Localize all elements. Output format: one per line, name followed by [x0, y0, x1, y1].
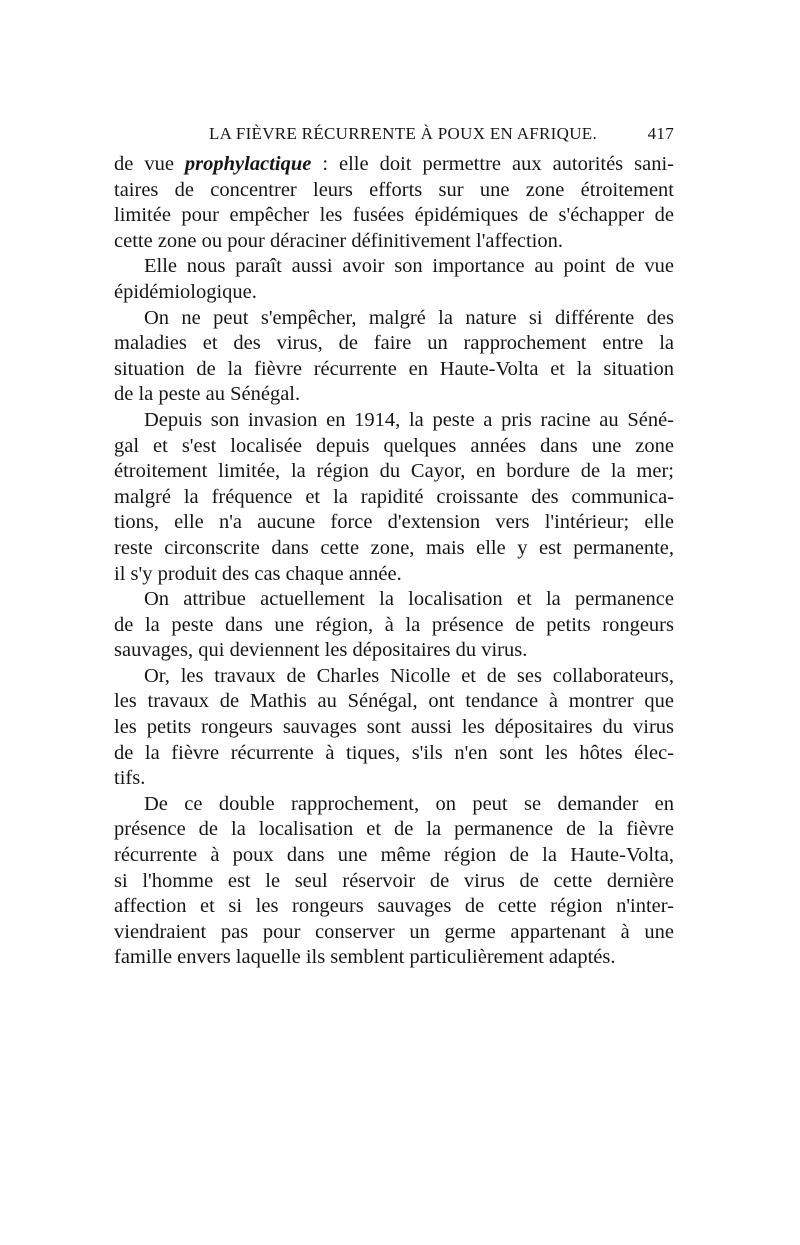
text-line: tions, elle n'a aucune force d'extension vers l'intérieur; elle	[114, 511, 674, 534]
paragraph	[114, 792, 674, 971]
running-title: LA FIÈVRE RÉCURRENTE À POUX EN AFRIQUE.	[208, 124, 598, 143]
text-line: les travaux de Mathis au Sénégal, ont tendance à montrer que	[114, 690, 674, 713]
text-line: cette zone ou pour déraciner définitivement l'affection.	[114, 229, 563, 252]
text-line: Or, les travaux de Charles Nicolle et de ses collaborateurs,	[144, 664, 674, 687]
text-line: récurrente à poux dans une même région de la Haute-Volta,	[114, 844, 674, 867]
text-line: On ne peut s'empêcher, malgré la nature si différente des	[144, 306, 674, 329]
text-line: les petits rongeurs sauvages sont aussi les dépositaires du virus	[114, 716, 674, 739]
paragraph	[114, 587, 674, 664]
text-line: si l'homme est le seul réservoir de virus de cette dernière	[114, 869, 674, 892]
text-line: de vue prophylactique : elle doit permettre aux autorités sani-	[114, 153, 674, 175]
text-line: étroitement limitée, la région du Cayor, en bordure de la mer;	[114, 460, 674, 483]
paragraph	[114, 664, 674, 792]
text-line: de la peste dans une région, à la présence de petits rongeurs	[114, 613, 674, 636]
text-line: Depuis son invasion en 1914, la peste a pris racine au Séné-	[144, 408, 674, 431]
text-line: gal et s'est localisée depuis quelques années dans une zone	[114, 434, 674, 457]
text-line: de la peste au Sénégal.	[114, 383, 301, 406]
text-line: épidémiologique.	[114, 280, 257, 303]
text-line: famille envers laquelle ils semblent particulièrement adaptés.	[114, 946, 616, 969]
running-header	[114, 118, 674, 150]
text-line: sauvages, qui deviennent les dépositaires du virus.	[114, 639, 528, 662]
paragraph	[114, 306, 674, 408]
text-line: présence de la localisation et de la permanence de la fièvre	[114, 818, 674, 841]
text-line: de la fièvre récurrente à tiques, s'ils n'en sont les hôtes élec-	[114, 741, 674, 764]
text-line: tifs.	[114, 767, 146, 790]
text-line: malgré la fréquence et la rapidité croissante des communica-	[114, 485, 674, 508]
emphasis: prophylactique	[184, 153, 312, 175]
text-line: reste circonscrite dans cette zone, mais elle y est permanente,	[114, 536, 674, 559]
page	[114, 118, 674, 971]
text-line: maladies et des virus, de faire un rapprochement entre la	[114, 332, 674, 355]
paragraph	[114, 254, 674, 305]
paragraph	[114, 152, 674, 254]
text-line: situation de la fièvre récurrente en Haute-Volta et la situation	[114, 357, 674, 380]
text-line: il s'y produit des cas chaque année.	[114, 562, 402, 585]
text-line: affection et si les rongeurs sauvages de cette région n'inter-	[114, 895, 674, 918]
page-number: 417	[647, 124, 674, 143]
paragraph	[114, 408, 674, 587]
text-line: On attribue actuellement la localisation et la permanence	[144, 588, 674, 611]
text-line: viendraient pas pour conserver un germe appartenant à une	[114, 920, 674, 943]
body-text	[114, 152, 674, 971]
text-line: De ce double rapprochement, on peut se demander en	[144, 792, 674, 815]
text-line: Elle nous paraît aussi avoir son importance au point de vue	[144, 255, 674, 278]
text-line: taires de concentrer leurs efforts sur une zone étroitement	[114, 178, 674, 201]
text-line: limitée pour empêcher les fusées épidémiques de s'échapper de	[114, 204, 674, 227]
